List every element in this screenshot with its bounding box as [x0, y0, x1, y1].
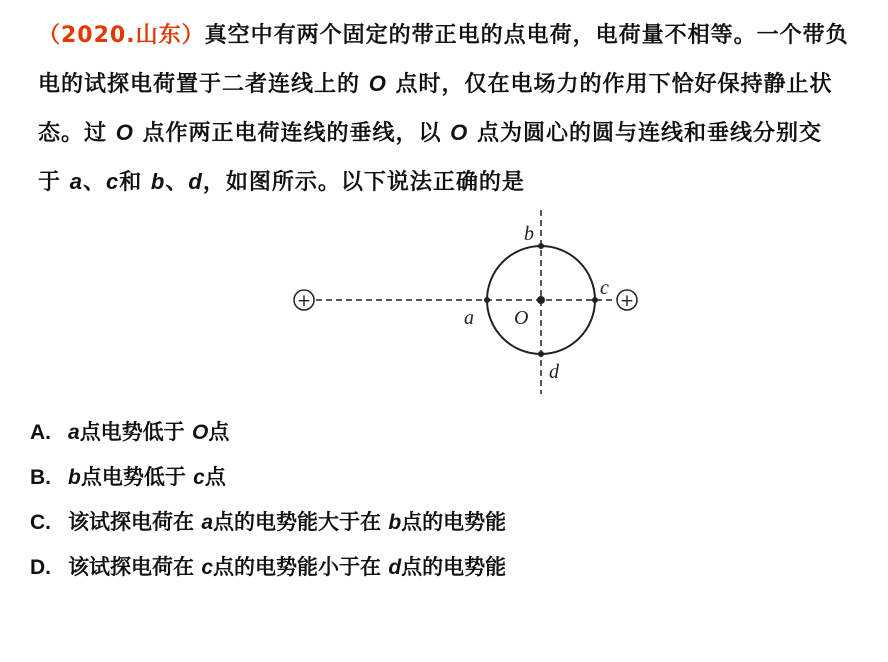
- option-text: 点的电势能大于在: [213, 510, 381, 534]
- separator: 、: [82, 170, 106, 195]
- var-c: c: [105, 169, 120, 194]
- option-c[interactable]: [30, 500, 506, 545]
- label-d: d: [549, 361, 559, 383]
- option-a[interactable]: [30, 410, 506, 455]
- option-letter: C.: [30, 511, 51, 534]
- question-source: （2020.山东）: [38, 23, 205, 48]
- point-O-dot: [537, 296, 545, 304]
- option-text: 点的电势能: [401, 555, 507, 579]
- option-var: a: [68, 421, 80, 444]
- option-text: 该试探电荷在: [68, 510, 194, 534]
- answer-options: [30, 410, 506, 590]
- option-letter: A.: [30, 421, 51, 444]
- point-c-dot: [592, 297, 598, 303]
- option-text: 点的电势能: [401, 510, 507, 534]
- option-var: c: [193, 466, 205, 489]
- label-c: c: [600, 277, 609, 299]
- charge-diagram: [280, 200, 660, 400]
- left-positive-charge: [294, 290, 314, 311]
- var-d: d: [188, 169, 203, 194]
- option-var: d: [388, 556, 402, 579]
- label-b: b: [524, 223, 534, 245]
- option-var: O: [192, 421, 209, 444]
- var-b: b: [150, 169, 166, 194]
- option-text: 点电势低于: [80, 465, 186, 489]
- var-O: O: [450, 120, 469, 145]
- question-part: 点为圆心的圆与连线和垂线分别交于: [38, 121, 822, 195]
- point-d-dot: [538, 351, 544, 357]
- right-charge-sign: +: [619, 291, 635, 311]
- label-O: O: [514, 307, 529, 329]
- question-part: 点时，仅在电场力的作用下恰好保持静止状态。过: [38, 72, 833, 146]
- label-a: a: [464, 307, 474, 329]
- question-text: [38, 12, 850, 207]
- question-part: 点作两正电荷连线的垂线，以: [142, 121, 442, 146]
- option-b[interactable]: [30, 455, 506, 500]
- option-text: 该试探电荷在: [68, 555, 194, 579]
- point-b-dot: [538, 243, 544, 249]
- option-text: 点的电势能小于在: [213, 555, 381, 579]
- separator: 和: [119, 170, 143, 195]
- question-part: ，如图所示。以下说法正确的是: [202, 170, 525, 195]
- option-letter: B.: [30, 466, 51, 489]
- left-charge-sign: +: [296, 291, 312, 311]
- option-var: a: [201, 511, 213, 534]
- right-positive-charge: [617, 290, 637, 311]
- option-text: 点: [208, 420, 230, 444]
- separator: 、: [165, 170, 189, 195]
- point-a-dot: [484, 297, 490, 303]
- var-a: a: [69, 169, 83, 194]
- question-part: 真空中有两个固定的带正电的点电荷，电荷量不相等。一个带负电的试探电荷置于二者连线上的: [38, 23, 849, 97]
- option-var: c: [201, 556, 213, 579]
- option-text: 点: [204, 465, 226, 489]
- option-var: b: [388, 511, 402, 534]
- var-O: O: [115, 120, 134, 145]
- var-O: O: [368, 71, 387, 96]
- option-var: b: [68, 466, 81, 489]
- option-letter: D.: [30, 556, 51, 579]
- option-d[interactable]: [30, 545, 506, 590]
- option-text: 点电势低于: [79, 420, 185, 444]
